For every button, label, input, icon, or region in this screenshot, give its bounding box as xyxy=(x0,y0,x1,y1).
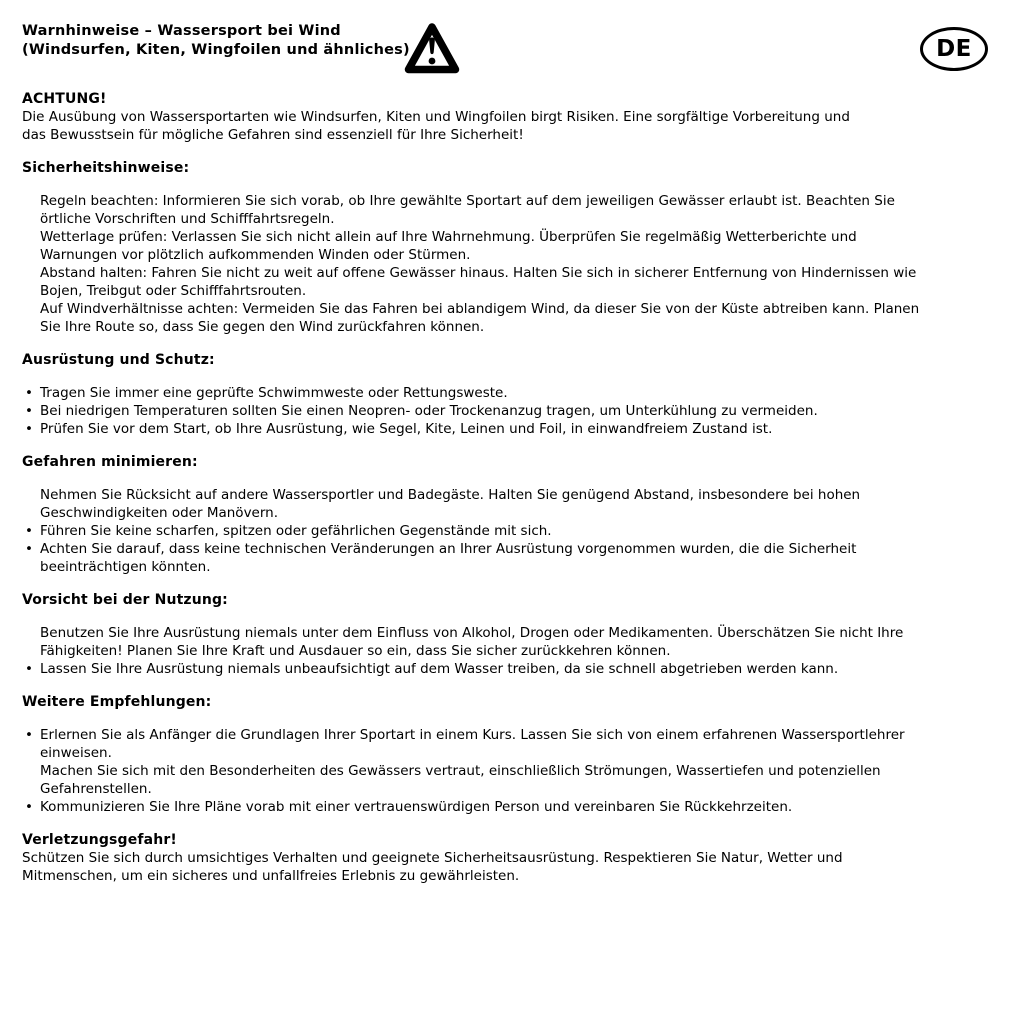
attention-body: Die Ausübung von Wassersportarten wie Windsurfen, Kiten und Wingfoilen birgt Risiken. Eine sorgfältige Vorbereitung und das Bewusstsein für mögliche Gefahren sind essenziell für Ihre Sicherheit! xyxy=(22,109,850,143)
list-item xyxy=(22,420,996,438)
list-item xyxy=(22,384,996,402)
injury-body: Schützen Sie sich durch umsichtiges Verhalten und geeignete Sicherheitsausrüstung. Respektieren Sie Natur, Wetter und Mitmenschen, um ein sicheres und unfallfreies Erlebnis zu gewährleisten. xyxy=(22,850,843,884)
title-line-1: Warnhinweise – Wassersport bei Wind xyxy=(22,23,341,39)
caution-intro: Benutzen Sie Ihre Ausrüstung niemals unter dem Einfluss von Alkohol, Drogen oder Medikamenten. Überschätzen Sie nicht Ihre Fähigkeiten! Planen Sie Ihre Kraft und Ausdauer so ein, dass Sie sicher zurückkehren können. xyxy=(40,625,904,659)
safety-item: Regeln beachten: Informieren Sie sich vorab, ob Ihre gewählte Sportart auf dem jeweiligen Gewässer erlaubt ist. Beachten Sie örtliche Vorschriften und Schifffahrtsregeln. xyxy=(40,193,895,227)
list-item-text: Führen Sie keine scharfen, spitzen oder gefährlichen Gegenstände mit sich. xyxy=(40,523,552,539)
title-line-2: (Windsurfen, Kiten, Wingfoilen und ähnliches) xyxy=(22,41,410,58)
minimize-heading: Gefahren minimieren: xyxy=(22,454,198,470)
section-attention xyxy=(22,90,996,144)
list-item xyxy=(22,660,996,678)
list-item xyxy=(22,798,996,816)
list-item xyxy=(22,522,996,540)
warning-triangle-icon xyxy=(402,20,462,78)
list-item-text: Tragen Sie immer eine geprüfte Schwimmweste oder Rettungsweste. xyxy=(40,385,508,401)
safety-item-list xyxy=(22,192,996,336)
list-item-text: Erlernen Sie als Anfänger die Grundlagen Ihrer Sportart in einem Kurs. Lassen Sie sich von einem erfahrenen Wassersportlehrer einweisen. xyxy=(40,727,905,761)
list-item xyxy=(22,726,996,762)
country-code-label: DE xyxy=(936,36,972,62)
equipment-bullet-list xyxy=(22,384,996,438)
caution-heading: Vorsicht bei der Nutzung: xyxy=(22,592,228,608)
section-safety xyxy=(22,159,996,336)
bullet-icon: • xyxy=(25,403,33,419)
document-header xyxy=(22,20,996,78)
bullet-icon: • xyxy=(25,727,33,743)
document-title xyxy=(22,22,410,59)
bullet-icon: • xyxy=(25,799,33,815)
bullet-icon: • xyxy=(25,421,33,437)
section-recommendations xyxy=(22,693,996,816)
section-caution xyxy=(22,591,996,678)
list-item-text: Achten Sie darauf, dass keine technischen Veränderungen an Ihrer Ausrüstung vorgenommen wurden, die die Sicherheit beeinträchtigen könnten. xyxy=(40,541,857,575)
bullet-icon: • xyxy=(25,385,33,401)
minimize-content xyxy=(22,486,996,576)
list-item-text: Prüfen Sie vor dem Start, ob Ihre Ausrüstung, wie Segel, Kite, Leinen und Foil, in einwandfreiem Zustand ist. xyxy=(40,421,773,437)
bullet-icon: • xyxy=(25,541,33,557)
list-item xyxy=(22,402,996,420)
injury-heading: Verletzungsgefahr! xyxy=(22,832,177,848)
section-injury-risk xyxy=(22,831,996,885)
list-item-text: Bei niedrigen Temperaturen sollten Sie einen Neopren- oder Trockenanzug tragen, um Unterkühlung zu vermeiden. xyxy=(40,403,818,419)
caution-content xyxy=(22,624,996,678)
safety-item: Auf Windverhältnisse achten: Vermeiden Sie das Fahren bei ablandigem Wind, da dieser Sie von der Küste abtreiben kann. Planen Sie Ihre Route so, dass Sie gegen den Wind zurückfahren können. xyxy=(40,301,920,335)
bullet-icon: • xyxy=(25,523,33,539)
country-badge xyxy=(920,27,988,71)
safety-item: Abstand halten: Fahren Sie nicht zu weit auf offene Gewässer hinaus. Halten Sie sich in sicherer Entfernung von Hindernissen wie Bojen, Treibgut oder Schifffahrtsrouten. xyxy=(40,265,917,299)
list-item-text: Kommunizieren Sie Ihre Pläne vorab mit einer vertrauenswürdigen Person und vereinbaren Sie Rückkehrzeiten. xyxy=(40,799,793,815)
list-item-text: Lassen Sie Ihre Ausrüstung niemals unbeaufsichtigt auf dem Wasser treiben, da sie schnell abgetrieben werden kann. xyxy=(40,661,839,677)
recommendations-heading: Weitere Empfehlungen: xyxy=(22,694,212,710)
list-item xyxy=(22,540,996,576)
section-minimize-risks xyxy=(22,453,996,576)
recommendations-content xyxy=(22,726,996,816)
attention-heading: ACHTUNG! xyxy=(22,91,107,107)
safety-item: Wetterlage prüfen: Verlassen Sie sich nicht allein auf Ihre Wahrnehmung. Überprüfen Sie regelmäßig Wetterberichte und Warnungen vor plötzlich aufkommenden Winden oder Stürmen. xyxy=(40,229,857,263)
recommendations-continuation: Machen Sie sich mit den Besonderheiten des Gewässers vertraut, einschließlich Strömungen, Wassertiefen und potenziellen Gefahrenstellen. xyxy=(40,763,881,797)
section-equipment xyxy=(22,351,996,438)
safety-heading: Sicherheitshinweise: xyxy=(22,160,190,176)
equipment-heading: Ausrüstung und Schutz: xyxy=(22,352,215,368)
bullet-icon: • xyxy=(25,661,33,677)
minimize-intro: Nehmen Sie Rücksicht auf andere Wassersportler und Badegäste. Halten Sie genügend Abstand, insbesondere bei hohen Geschwindigkeiten oder Manövern. xyxy=(40,487,861,521)
